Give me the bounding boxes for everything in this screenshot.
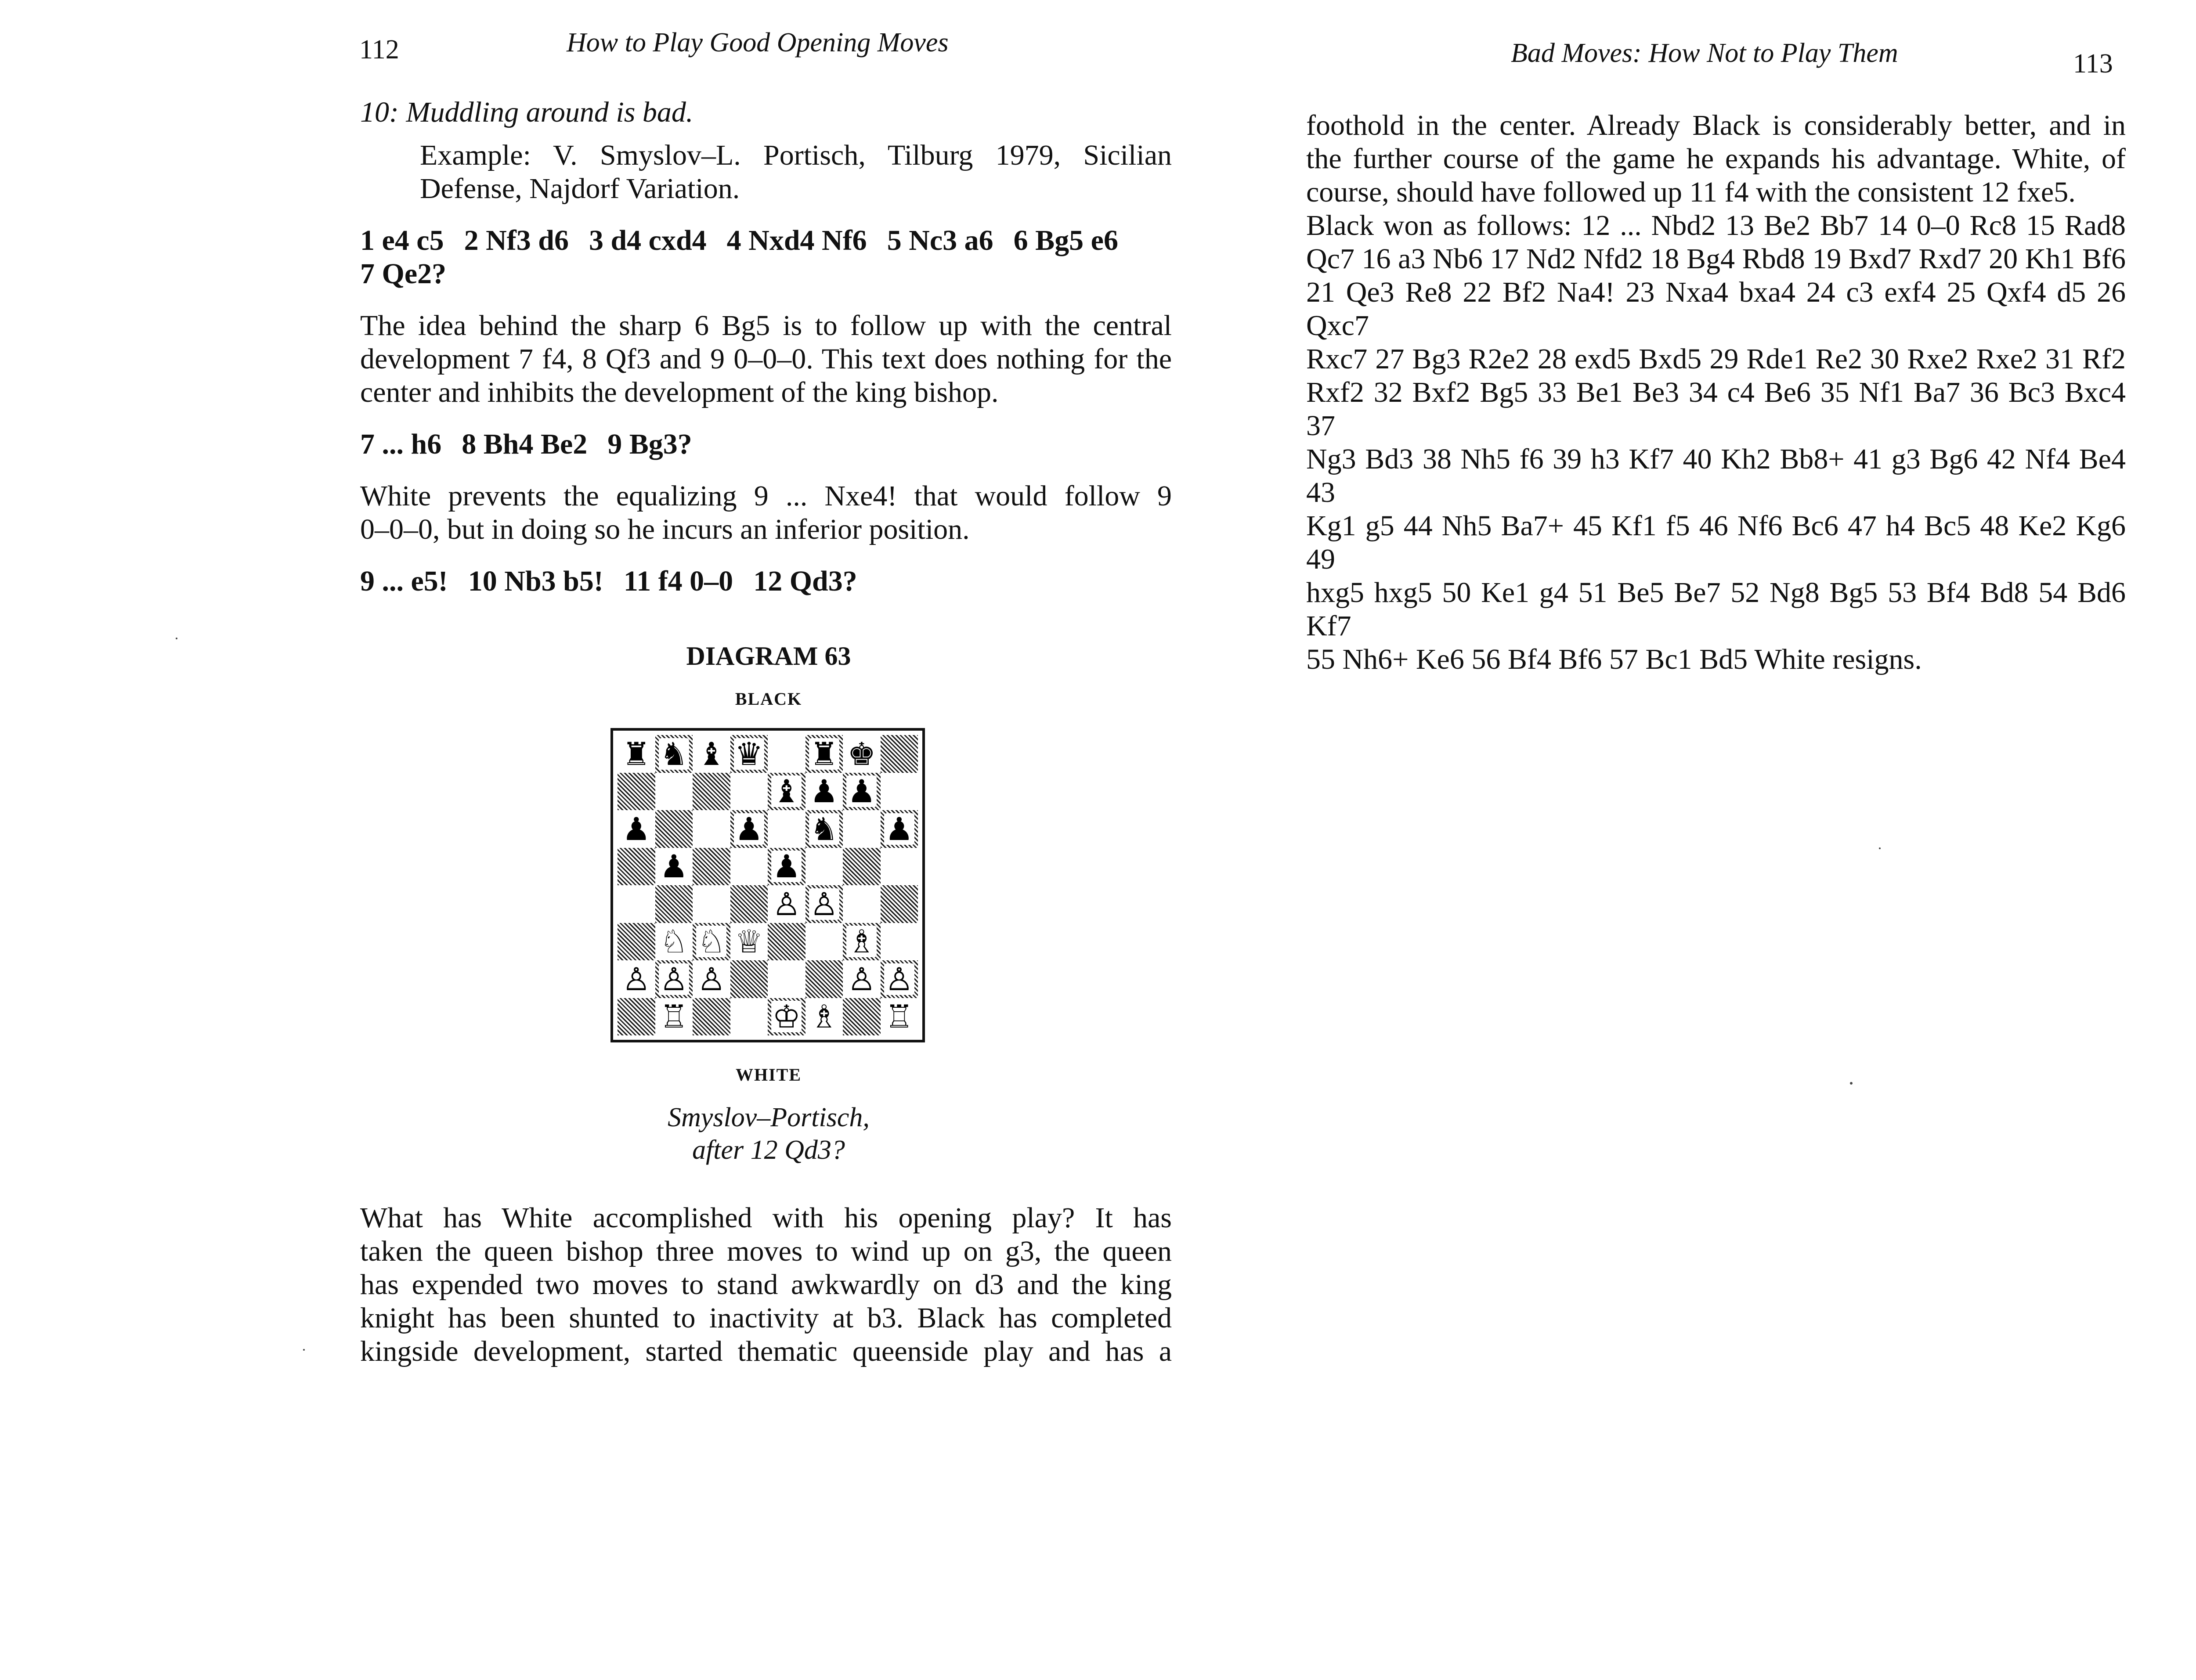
square-c7 [693, 773, 730, 811]
running-head-right: Bad Moves: How Not to Play Them [1511, 38, 1898, 68]
text-line: Ng3 Bd3 38 Nh5 f6 39 h3 Kf7 40 Kh2 Bb8+ 41 g3 Bg6 42 Nf4 Be4 43 [1306, 443, 2126, 508]
square-d1 [730, 998, 768, 1036]
square-g4 [843, 885, 881, 923]
chess-piece: ♚ [847, 735, 876, 772]
left-column-top [360, 96, 1172, 598]
chess-board [618, 735, 918, 1035]
chess-piece: ♟ [847, 773, 876, 810]
move: 5 Nc3 a6 [887, 224, 993, 256]
square-h7 [881, 773, 918, 811]
text-line: 21 Qe3 Re8 22 Bf2 Na4! 23 Nxa4 bxa4 24 c3 exf4 25 Qxf4 d5 26 Qxc7 [1306, 276, 2126, 342]
text-line: 0–0–0, but in doing so he incurs an inferior position. [360, 513, 970, 545]
square-e8 [768, 735, 805, 773]
diagram-caption [593, 1101, 944, 1166]
square-a3 [618, 923, 655, 961]
move: 1 e4 c5 [360, 224, 444, 256]
example-line: Defense, Najdorf Variation. [420, 173, 740, 205]
page-number-113: 113 [2073, 49, 2113, 79]
square-g5 [843, 848, 881, 886]
square-a1 [618, 998, 655, 1036]
chess-piece: ♕ [734, 923, 763, 960]
running-head-left: How to Play Good Opening Moves [567, 28, 949, 58]
text-line: course, should have followed up 11 f4 with the consistent 12 fxe5. [1306, 176, 2076, 208]
chess-piece: ♟ [885, 810, 914, 847]
chess-piece: ♟ [659, 848, 688, 885]
square-e6 [768, 810, 805, 848]
right-column [1306, 109, 2126, 676]
square-b8 [655, 735, 693, 773]
square-e2 [768, 960, 805, 998]
paragraph-3 [360, 1201, 1172, 1368]
example-block [420, 139, 1172, 205]
square-h3 [881, 923, 918, 961]
square-g3 [843, 923, 881, 961]
text-line: Rxf2 32 Bxf2 Bg5 33 Be1 Be3 34 c4 Be6 35 Nf1 Ba7 36 Bc3 Bxc4 37 [1306, 376, 2126, 442]
chess-piece: ♙ [697, 960, 726, 998]
square-h8 [881, 735, 918, 773]
square-f1 [805, 998, 843, 1036]
page-speck [1879, 847, 1881, 849]
moves-line: 7 Qe2? [360, 258, 447, 290]
text-line: knight has been shunted to inactivity at b3. Black has completed [360, 1302, 1172, 1334]
chess-piece: ♔ [772, 998, 801, 1035]
square-f7 [805, 773, 843, 811]
square-f5 [805, 848, 843, 886]
square-h5 [881, 848, 918, 886]
text-line: The idea behind the sharp 6 Bg5 is to follow up with the central [360, 310, 1172, 342]
move: 4 Nxd4 Nf6 [726, 224, 867, 256]
chess-piece: ♙ [772, 885, 801, 923]
square-b4 [655, 885, 693, 923]
chess-piece: ♛ [734, 735, 763, 772]
chess-piece: ♗ [847, 923, 876, 960]
text-line: has expended two moves to stand awkwardly on d3 and the king [360, 1269, 1172, 1301]
chess-piece: ♙ [659, 960, 688, 998]
text-line: Rxc7 27 Bg3 R2e2 28 exd5 Bxd5 29 Rde1 Re2 30 Rxe2 Rxe2 31 Rf2 [1306, 343, 2126, 375]
square-b2 [655, 960, 693, 998]
square-b6 [655, 810, 693, 848]
page-number-112: 112 [359, 35, 399, 65]
square-h6 [881, 810, 918, 848]
chess-piece: ♙ [622, 960, 651, 998]
chess-piece: ♙ [809, 885, 838, 923]
square-c4 [693, 885, 730, 923]
square-f3 [805, 923, 843, 961]
chess-piece: ♟ [734, 810, 763, 847]
square-h4 [881, 885, 918, 923]
square-d3 [730, 923, 768, 961]
square-g2 [843, 960, 881, 998]
square-a6 [618, 810, 655, 848]
chess-piece: ♙ [885, 960, 914, 998]
square-b5 [655, 848, 693, 886]
chess-piece: ♖ [659, 998, 688, 1035]
square-d8 [730, 735, 768, 773]
text-line: White prevents the equalizing 9 ... Nxe4! that would follow 9 [360, 480, 1172, 512]
paragraph-continued [1306, 109, 2126, 209]
chess-piece: ♝ [697, 735, 726, 772]
chess-piece: ♜ [809, 735, 838, 772]
square-g6 [843, 810, 881, 848]
text-line: foothold in the center. Already Black is considerably better, and in [1306, 109, 2126, 141]
square-b1 [655, 998, 693, 1036]
text-line: Black won as follows: 12 ... Nbd2 13 Be2 Bb7 14 0–0 Rc8 15 Rad8 [1306, 209, 2126, 242]
square-h1 [881, 998, 918, 1036]
text-line: development 7 f4, 8 Qf3 and 9 0–0–0. This text does nothing for the [360, 343, 1172, 375]
move: 8 Bh4 Be2 [462, 428, 588, 460]
chess-piece: ♞ [659, 735, 688, 772]
move: 7 ... h6 [360, 428, 442, 460]
square-f2 [805, 960, 843, 998]
text-line: taken the queen bishop three moves to wind up on g3, the queen [360, 1235, 1172, 1267]
chess-piece: ♟ [809, 773, 838, 810]
square-c3 [693, 923, 730, 961]
caption-line: Smyslov–Portisch, [668, 1103, 870, 1132]
square-e1 [768, 998, 805, 1036]
square-g8 [843, 735, 881, 773]
square-c6 [693, 810, 730, 848]
chess-diagram [610, 728, 925, 1042]
chess-piece: ♟ [772, 848, 801, 885]
square-c2 [693, 960, 730, 998]
text-line: kingside development, started thematic queenside play and has a [360, 1335, 1172, 1367]
square-e3 [768, 923, 805, 961]
square-a5 [618, 848, 655, 886]
page-speck [303, 1349, 305, 1351]
square-e7 [768, 773, 805, 811]
square-f6 [805, 810, 843, 848]
chess-piece: ♘ [659, 923, 688, 960]
text-line: center and inhibits the development of the king bishop. [360, 376, 999, 408]
square-c8 [693, 735, 730, 773]
square-b3 [655, 923, 693, 961]
chess-piece: ♖ [885, 998, 914, 1035]
move: 9 Bg3? [607, 428, 692, 460]
text-line: Qc7 16 a3 Nb6 17 Nd2 Nfd2 18 Bg4 Rbd8 19 Bxd7 Rxd7 20 Kh1 Bf6 [1306, 243, 2126, 275]
move: 3 d4 cxd4 [589, 224, 707, 256]
chess-piece: ♟ [622, 810, 651, 847]
square-a2 [618, 960, 655, 998]
square-d4 [730, 885, 768, 923]
chess-piece: ♘ [697, 923, 726, 960]
square-e5 [768, 848, 805, 886]
move: 10 Nb3 b5! [468, 565, 603, 597]
paragraph-2 [360, 479, 1172, 546]
square-d5 [730, 848, 768, 886]
square-h2 [881, 960, 918, 998]
square-e4 [768, 885, 805, 923]
right-page [1154, 0, 2196, 1680]
square-g1 [843, 998, 881, 1036]
text-line: 55 Nh6+ Ke6 56 Bf4 Bf6 57 Bc1 Bd5 White resigns. [1306, 643, 1922, 675]
chess-piece: ♙ [847, 960, 876, 998]
moves-block-2 [360, 428, 1172, 461]
text-line: the further course of the game he expands his advantage. White, of [1306, 143, 2126, 175]
text-line: hxg5 hxg5 50 Ke1 g4 51 Be5 Be7 52 Ng8 Bg5 53 Bf4 Bd8 54 Bd6 Kf7 [1306, 577, 2126, 642]
page-speck [176, 638, 177, 639]
chess-piece: ♝ [772, 773, 801, 810]
text-line: Kg1 g5 44 Nh5 Ba7+ 45 Kf1 f5 46 Nf6 Bc6 47 h4 Bc5 48 Ke2 Kg6 49 [1306, 510, 2126, 575]
caption-line: after 12 Qd3? [692, 1135, 845, 1165]
move: 9 ... e5! [360, 565, 448, 597]
square-d6 [730, 810, 768, 848]
move: 11 f4 0–0 [623, 565, 733, 597]
square-a7 [618, 773, 655, 811]
move: 6 Bg5 e6 [1013, 224, 1118, 256]
square-a4 [618, 885, 655, 923]
text-line: What has White accomplished with his opening play? It has [360, 1202, 1172, 1234]
square-a8 [618, 735, 655, 773]
diagram-label-white: WHITE [735, 1065, 802, 1085]
square-g7 [843, 773, 881, 811]
moves-block-1 [360, 224, 1172, 291]
paragraph-1 [360, 309, 1172, 409]
game-score [1306, 209, 2126, 676]
moves-block-3 [360, 565, 1172, 598]
chess-piece: ♗ [809, 998, 838, 1035]
square-c1 [693, 998, 730, 1036]
square-c5 [693, 848, 730, 886]
chess-piece: ♞ [809, 810, 838, 847]
square-f8 [805, 735, 843, 773]
square-d2 [730, 960, 768, 998]
example-line: Example: V. Smyslov–L. Portisch, Tilburg 1979, Sicilian [420, 139, 1172, 171]
square-b7 [655, 773, 693, 811]
diagram-title: DIAGRAM 63 [686, 642, 851, 671]
chess-piece: ♜ [622, 735, 651, 772]
page-speck [1850, 1082, 1853, 1085]
moves-line [360, 224, 1172, 257]
move: 2 Nf3 d6 [464, 224, 569, 256]
diagram-label-black: BLACK [735, 689, 802, 709]
move: 12 Qd3? [753, 565, 857, 597]
square-d7 [730, 773, 768, 811]
square-f4 [805, 885, 843, 923]
rule-heading: 10: Muddling around is bad. [360, 96, 693, 128]
